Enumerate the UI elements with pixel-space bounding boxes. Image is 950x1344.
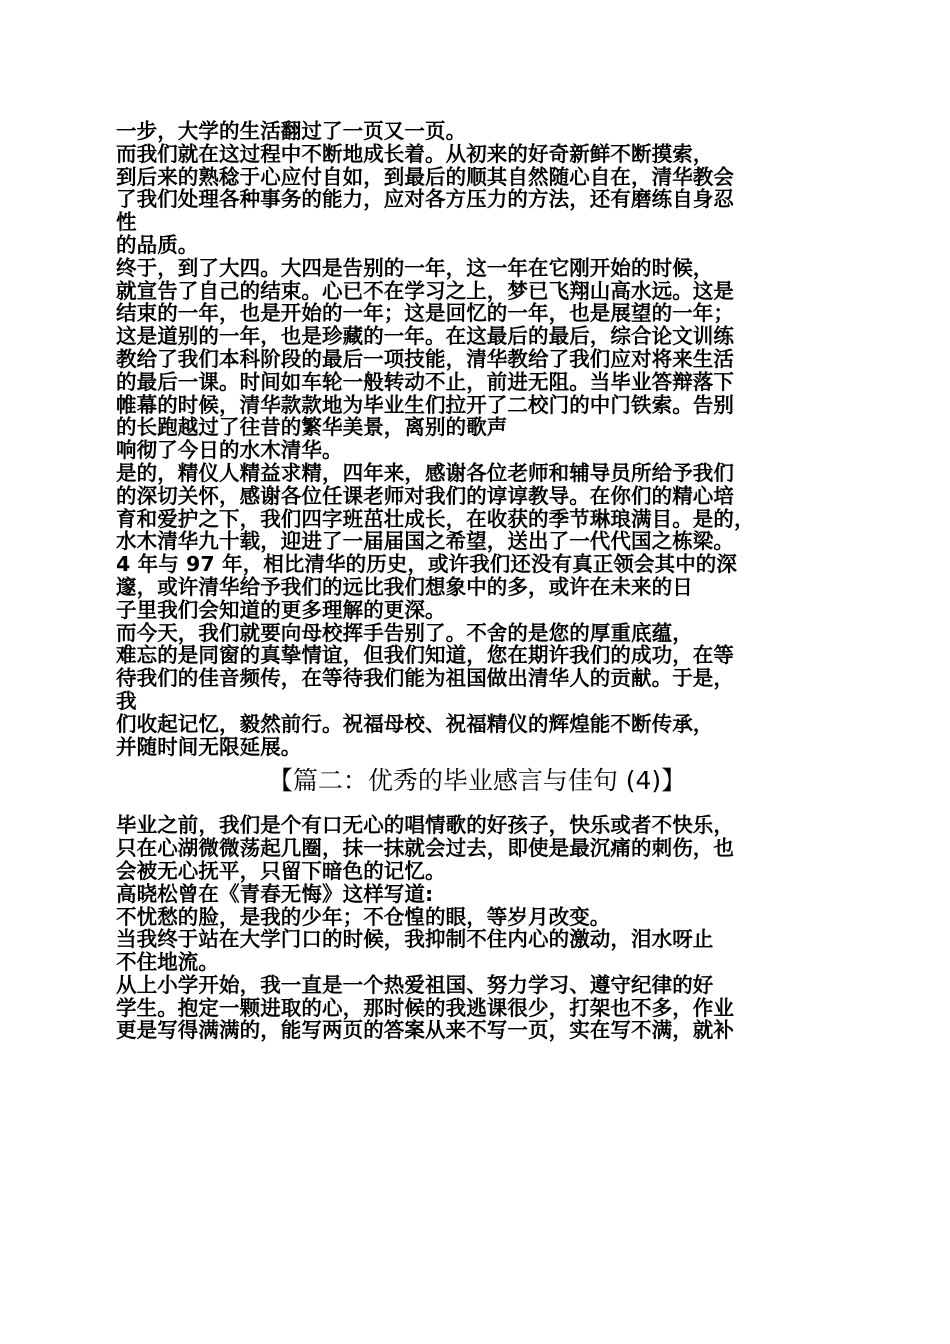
text-line: 我 <box>116 688 137 713</box>
text-line: 性 <box>116 210 137 235</box>
text-line: 当我终于站在大学门口的时候，我抑制不住内心的激动，泪水呀止 <box>116 927 714 952</box>
text-line: 的品质。 <box>116 232 199 257</box>
text-line: 结束的一年，也是开始的一年；这是回忆的一年，也是展望的一年； <box>116 301 734 326</box>
text-line: 了我们处理各种事务的能力，应对各方压力的方法，还有磨练自身忍 <box>116 187 734 212</box>
text-line: 只在心湖微微荡起几圈，抹一抹就会过去，即使是最沉痛的刺伤，也 <box>116 836 734 861</box>
text-line: 们收起记忆，毅然前行。祝福母校、祝福精仪的辉煌能不断传承， <box>116 711 714 736</box>
text-line: 的长跑越过了往昔的繁华美景，离别的歌声 <box>116 415 508 440</box>
text-line: 到后来的熟稔于心应付自如，到最后的顺其自然随心自在，清华教会 <box>116 164 734 189</box>
text-line: 这是道别的一年，也是珍藏的一年。在这最后的最后，综合论文训练 <box>116 324 734 349</box>
text-line: 育和爱护之下，我们四字班茁壮成长，在收获的季节琳琅满目。是的， <box>116 506 755 531</box>
text-line: 的最后一课。时间如车轮一般转动不止，前进无阻。当毕业答辩落下 <box>116 369 734 394</box>
text-line: 而我们就在这过程中不断地成长着。从初来的好奇新鲜不断摸索， <box>116 141 714 166</box>
document-page <box>116 120 838 1042</box>
section-heading: 【篇二：优秀的毕业感言与佳句 (4)】 <box>267 766 687 796</box>
text-line: 一步，大学的生活翻过了一页又一页。 <box>116 119 467 143</box>
text-line: 水木清华九十载，迎进了一届届国之希望，送出了一代代国之栋梁。 <box>116 529 734 554</box>
text-line: 子里我们会知道的更多理解的更深。 <box>116 597 446 622</box>
text-line: 难忘的是同窗的真挚情谊，但我们知道，您在期许我们的成功，在等 <box>116 643 734 668</box>
text-line: 响彻了今日的水木清华。 <box>116 438 343 463</box>
text-line: 并随时间无限延展。 <box>116 734 302 759</box>
text-line: 不住地流。 <box>116 950 219 975</box>
text-line: 终于，到了大四。大四是告别的一年，这一年在它刚开始的时候， <box>116 255 714 280</box>
text-line: 不忧愁的脸，是我的少年；不仓惶的眼，等岁月改变。 <box>116 904 611 929</box>
essay-part-1 <box>116 120 838 758</box>
text-line: 会被无心抚平，只留下暗色的记忆。 <box>116 858 446 883</box>
text-line: 而今天，我们就要向母校挥手告别了。不舍的是您的厚重底蕴， <box>116 620 693 645</box>
text-line: 帷幕的时候，清华款款地为毕业生们拉开了二校门的中门铁索。告别 <box>116 392 734 417</box>
text-line: 毕业之前，我们是个有口无心的唱情歌的好孩子，快乐或者不快乐， <box>116 813 734 838</box>
text-line: 的深切关怀，感谢各位任课老师对我们的谆谆教导。在你们的精心培 <box>116 483 734 508</box>
text-line: 更是写得满满的，能写两页的答案从来不写一页，实在写不满，就补 <box>116 1018 734 1043</box>
text-line: 待我们的佳音频传，在等待我们能为祖国做出清华人的贡献。于是， <box>116 666 734 691</box>
text-line: 高晓松曾在《青春无悔》这样写道: <box>116 881 434 906</box>
essay-part-2 <box>116 814 838 1042</box>
text-line: 教给了我们本科阶段的最后一项技能，清华教给了我们应对将来生活 <box>116 346 734 371</box>
text-line: 是的，精仪人精益求精，四年来，感谢各位老师和辅导员所给予我们 <box>116 460 734 485</box>
text-line: 从上小学开始，我一直是一个热爱祖国、努力学习、遵守纪律的好 <box>116 972 714 997</box>
text-line: 就宣告了自己的结束。心已不在学习之上，梦已飞翔山高水远。这是 <box>116 278 734 303</box>
text-line: 4 年与 97 年，相比清华的历史，或许我们还没有真正领会其中的深 <box>116 552 738 577</box>
text-line: 邃，或许清华给予我们的远比我们想象中的多，或许在未来的日 <box>116 574 693 599</box>
text-line: 学生。抱定一颗进取的心，那时候的我逃课很少，打架也不多，作业 <box>116 995 734 1020</box>
